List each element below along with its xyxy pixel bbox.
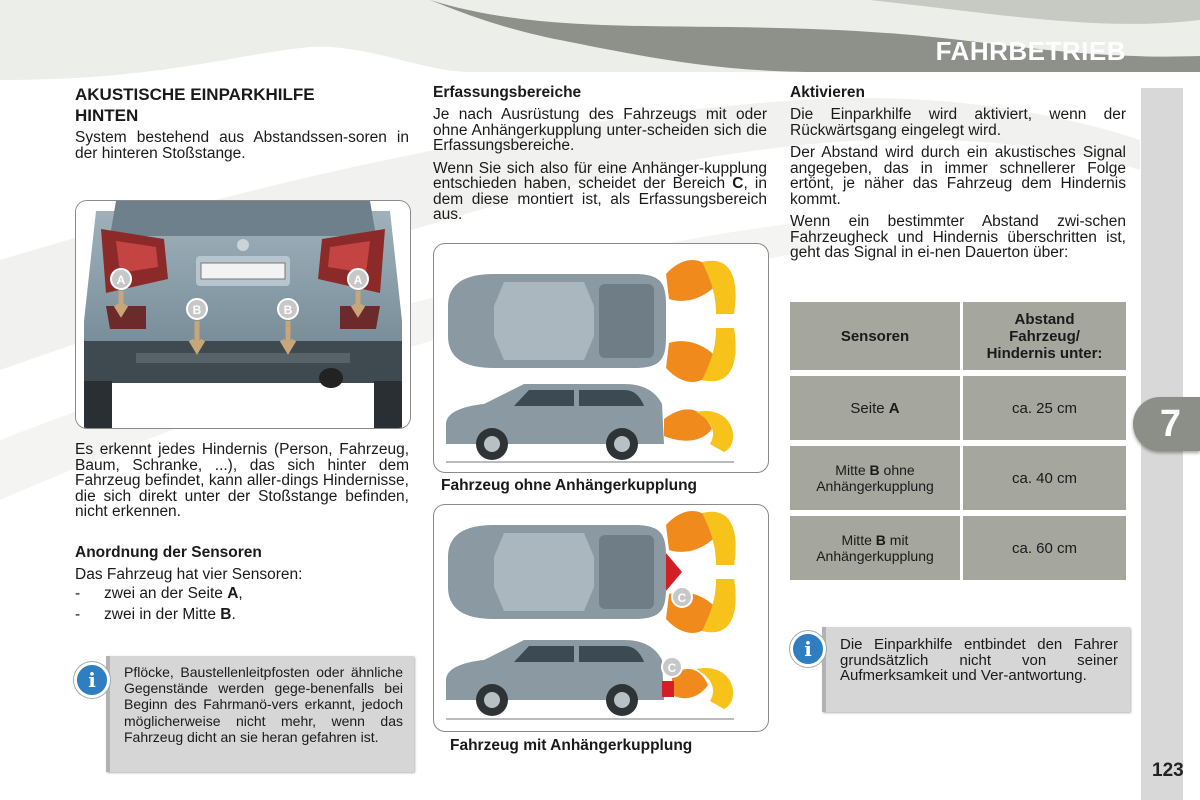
activate-p3: Wenn ein bestimmter Abstand zwi-schen Fahrzeugheck und Hindernis überschritten ist, geht das Signal in ei-nen Dauerton über:: [790, 213, 1126, 261]
info-icon: i: [74, 662, 110, 698]
table-row: [790, 446, 1126, 510]
section-heading-line2: HINTEN: [75, 106, 139, 125]
arrangement-title: Anordnung der Sensoren: [75, 543, 262, 561]
distance-cell: ca. 25 cm: [963, 376, 1126, 440]
car-zones-illustration: [434, 244, 768, 472]
column-left-lower: [75, 442, 409, 627]
column-right: [790, 84, 1126, 268]
list-item: - zwei an der Seite A,: [75, 585, 243, 602]
page-number: 123: [1152, 760, 1184, 781]
sensor-cell: Mitte B ohne Anhängerkupplung: [790, 446, 963, 510]
sensor-cell: Mitte B mit Anhängerkupplung: [790, 516, 963, 580]
caption-with-hitch: Fahrzeug mit Anhängerkupplung: [450, 737, 693, 754]
activate-p2: Der Abstand wird durch ein akustisches Signal angegeben, das in immer schnellerer Folge ertönt, je näher das Fahrzeug dem Hindernis kommt.: [790, 144, 1126, 208]
caption-without-hitch: Fahrzeug ohne Anhängerkupplung: [441, 477, 698, 494]
info-icon: i: [790, 631, 826, 667]
table-header-row: [790, 302, 1126, 370]
info-text-left: Pflöcke, Baustellenleitpfosten oder ähnliche Gegenstände werden gege-benenfalls bei Beginn des Fahrmanö-vers erkannt, jedoch möglicherweise nicht mehr, wenn das Fahrzeug dicht an sie heran gefahren ist.: [124, 664, 403, 745]
rear-car-illustration: [76, 201, 410, 428]
svg-text:A: A: [116, 273, 126, 287]
activate-p1: Die Einparkhilfe wird aktiviert, wenn der Rückwärtsgang eingelegt wird.: [790, 106, 1126, 139]
info-text-right: Die Einparkhilfe entbindet den Fahrer grundsätzlich nicht von seiner Aufmerksamkeit und Ver-antwortung.: [840, 636, 1118, 684]
info-box-left: [88, 656, 414, 772]
column-middle: [433, 84, 767, 230]
rear-sensor-figure: [75, 200, 411, 429]
table-row: [790, 376, 1126, 440]
detection-zones-p2: Wenn Sie sich also für eine Anhänger-kupplung entschieden haben, scheidet der Bereich C, in dem diese montiert ist, als Erfassungsbereich aus.: [433, 159, 767, 223]
svg-text:B: B: [283, 303, 293, 317]
diagram-without-hitch: [433, 243, 769, 473]
distance-cell: ca. 40 cm: [963, 446, 1126, 510]
car-zones-hitch-illustration: [434, 505, 768, 731]
header-title: FAHRBETRIEB: [935, 36, 1126, 66]
distance-table: [790, 296, 1126, 586]
sensor-cell: Seite A: [790, 376, 963, 440]
intro-text: System bestehend aus Abstandssen-soren in der hinteren Stoßstange.: [75, 129, 409, 162]
table-header-sensors: Sensoren: [790, 302, 963, 370]
svg-text:B: B: [192, 303, 202, 317]
info-box-right: [804, 627, 1130, 712]
table-row: [790, 516, 1126, 580]
section-heading-line1: AKUSTISCHE EINPARKHILFE: [75, 85, 315, 104]
diagram-with-hitch: [433, 504, 769, 732]
table-header-distance: Abstand Fahrzeug/ Hindernis unter:: [963, 302, 1126, 370]
arrangement-intro: Das Fahrzeug hat vier Sensoren:: [75, 565, 303, 583]
chapter-tab[interactable]: 7: [1133, 397, 1200, 451]
detection-zones-title: Erfassungsbereiche: [433, 84, 582, 101]
activate-title: Aktivieren: [790, 84, 865, 101]
zone-c-label-top: C: [677, 591, 687, 605]
list-item: - zwei in der Mitte B.: [75, 605, 236, 623]
section-heading: [75, 84, 409, 126]
svg-text:A: A: [353, 273, 363, 287]
column-left: [75, 84, 409, 168]
detection-zones-p1: Je nach Ausrüstung des Fahrzeugs mit oder ohne Anhängerkupplung unter-scheiden sich die Erfassungsbereiche.: [433, 106, 767, 154]
obstacles-text: Es erkennt jedes Hindernis (Person, Fahrzeug, Baum, Schranke, ...), das sich hinter dem Fahrzeug befindet, kann aller-dings Hindernisse, die sich direkt unter der Stoßstange befinden, nicht erkennen.: [75, 441, 409, 520]
zone-c-label-side: C: [667, 661, 677, 675]
distance-cell: ca. 60 cm: [963, 516, 1126, 580]
